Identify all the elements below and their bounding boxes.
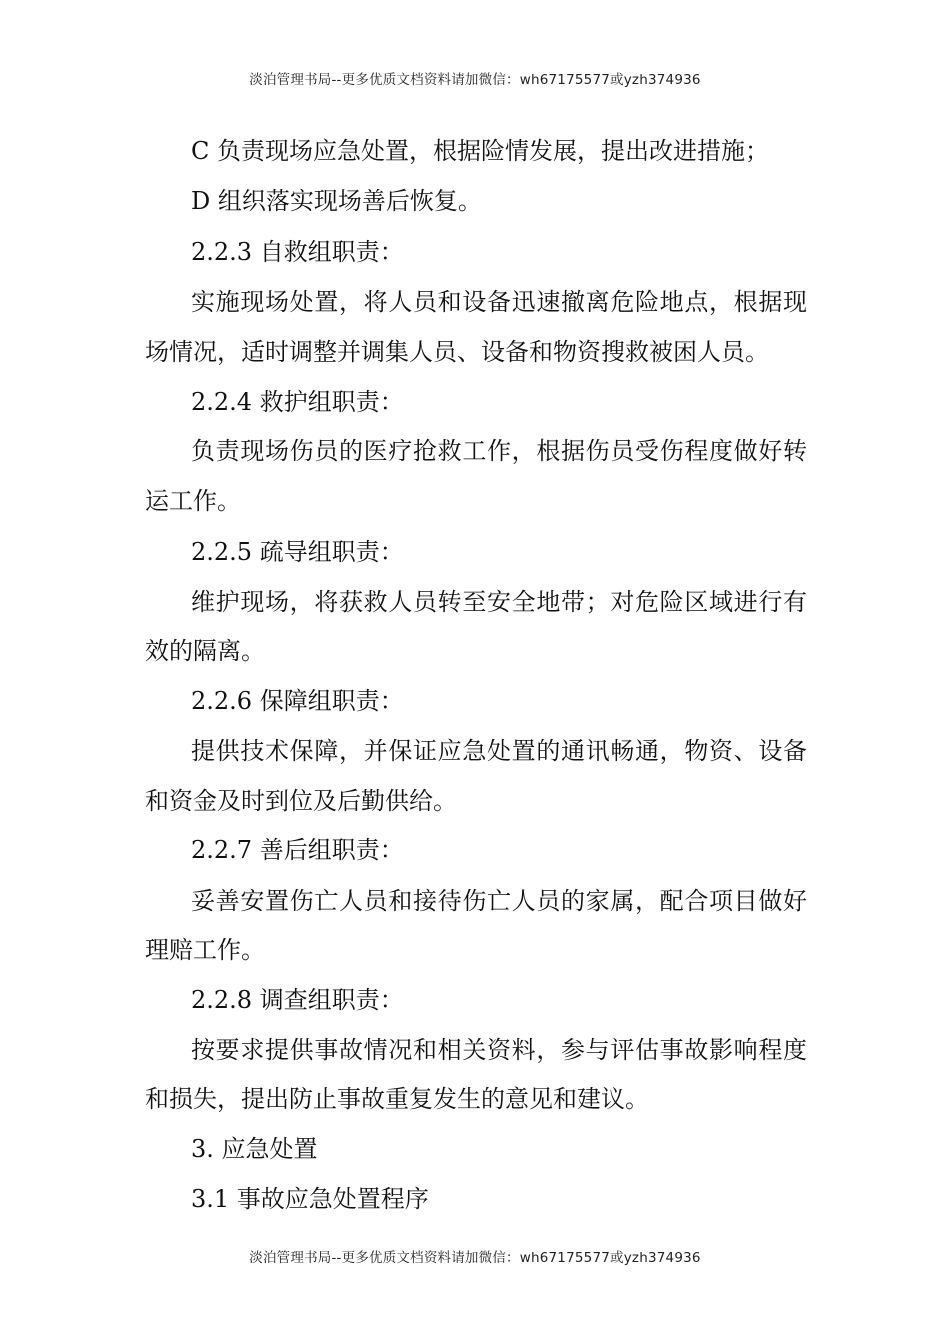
page-header: 淡泊管理书局--更多优质文档资料请加微信：wh67175577或yzh374936: [249, 72, 701, 88]
list-item-d: D 组织落实现场善后恢复。: [191, 187, 482, 215]
section-heading-2-2-4: 2.2.4 救护组职责：: [191, 388, 404, 416]
section-heading-2-2-3: 2.2.3 自救组职责：: [191, 238, 404, 266]
section-heading-2-2-7: 2.2.7 善后组职责：: [191, 836, 404, 864]
paragraph-line: 场情况，适时调整并调集人员、设备和物资搜救被困人员。: [145, 338, 769, 366]
paragraph-line: 和资金及时到位及后勤供给。: [145, 787, 457, 815]
section-heading-3-1: 3.1 事故应急处置程序: [191, 1185, 429, 1213]
page-footer: 淡泊管理书局--更多优质文档资料请加微信：wh67175577或yzh374936: [249, 1250, 701, 1266]
paragraph-line: 按要求提供事故情况和相关资料，参与评估事故影响程度: [191, 1036, 807, 1064]
paragraph-line: 妥善安置伤亡人员和接待伤亡人员的家属，配合项目做好: [191, 887, 807, 915]
paragraph-line: 维护现场，将获救人员转至安全地带；对危险区域进行有: [191, 588, 807, 616]
paragraph-line: 运工作。: [145, 487, 241, 515]
paragraph-line: 效的隔离。: [145, 637, 265, 665]
section-heading-2-2-8: 2.2.8 调查组职责：: [191, 986, 404, 1014]
section-heading-2-2-6: 2.2.6 保障组职责：: [191, 687, 404, 715]
section-heading-2-2-5: 2.2.5 疏导组职责：: [191, 538, 404, 566]
list-item-c: C 负责现场应急处置，根据险情发展，提出改进措施；: [191, 137, 769, 165]
section-heading-3: 3. 应急处置: [191, 1135, 318, 1163]
paragraph-line: 理赔工作。: [145, 936, 265, 964]
paragraph-line: 和损失，提出防止事故重复发生的意见和建议。: [145, 1085, 649, 1113]
paragraph-line: 负责现场伤员的医疗抢救工作，根据伤员受伤程度做好转: [191, 437, 807, 465]
paragraph-line: 提供技术保障，并保证应急处置的通讯畅通，物资、设备: [191, 737, 807, 765]
paragraph-line: 实施现场处置，将人员和设备迅速撤离危险地点，根据现: [191, 288, 807, 316]
